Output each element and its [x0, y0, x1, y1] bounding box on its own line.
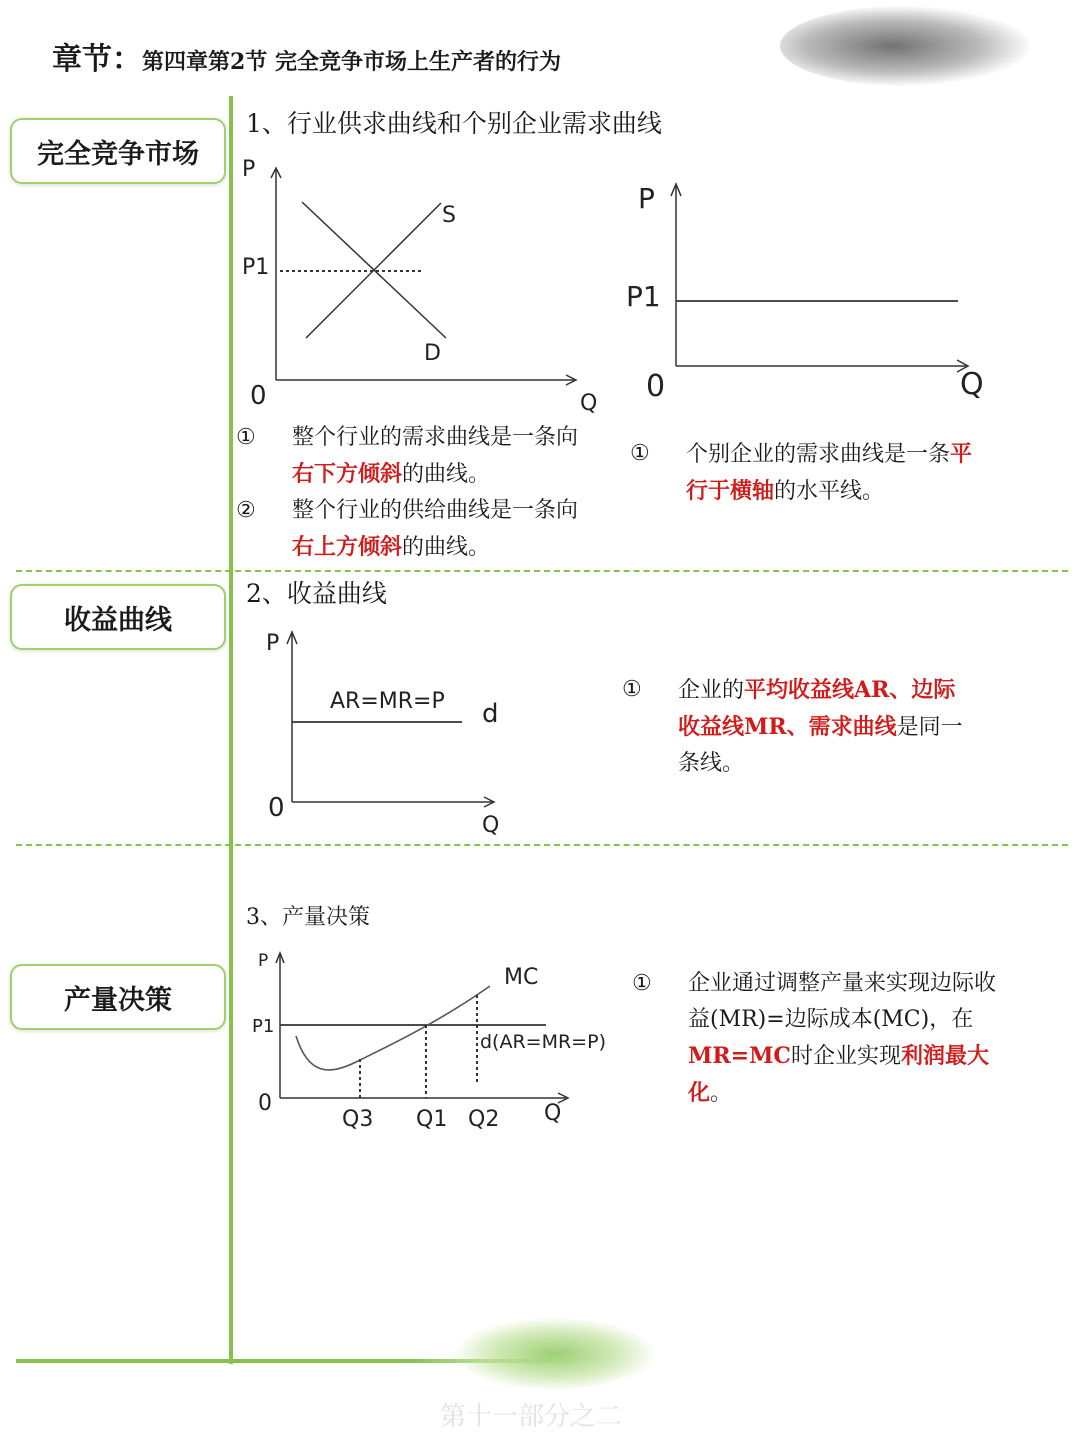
- note-highlight: MR=MC: [688, 1043, 791, 1069]
- note-text: 个别企业的需求曲线是一条: [686, 442, 951, 467]
- chart1-p-label: P: [242, 157, 256, 182]
- chart4-origin-label: 0: [258, 1091, 272, 1116]
- section-divider-1: [16, 570, 1068, 572]
- section3-note: [632, 966, 1002, 1112]
- chart1-q-label: Q: [580, 391, 598, 416]
- output-decision-chart: [246, 944, 626, 1144]
- ar-mr-p-label: AR=MR=P: [330, 689, 445, 714]
- chart3-p-label: P: [266, 631, 280, 656]
- note-number: ②: [236, 498, 256, 523]
- note-text: 时企业实现: [790, 1044, 901, 1069]
- note-profit-maximization: [632, 966, 1002, 1112]
- note-highlight: 右上方倾斜: [292, 534, 403, 560]
- note-highlight: 利润最大化: [688, 1043, 989, 1106]
- supply-demand-chart: [236, 150, 616, 420]
- mc-curve: [296, 986, 490, 1070]
- mc-label: MC: [504, 965, 539, 990]
- demand-label: D: [424, 341, 441, 366]
- chart2-origin-label: 0: [646, 369, 666, 404]
- chapter-header-label: 章节：: [52, 42, 142, 77]
- note-text: 企业的: [678, 678, 745, 703]
- note-highlight: 平均收益线AR、边际收益线MR、需求曲线: [678, 677, 956, 740]
- chart4-p1-label: P1: [252, 1016, 275, 1037]
- chart2-q-label: Q: [960, 367, 984, 402]
- note-revenue: [622, 672, 974, 782]
- chart3-q-label: Q: [482, 813, 500, 836]
- vertical-divider: [229, 96, 233, 1364]
- section-label-perfect-competition: 完全竞争市场: [10, 118, 226, 184]
- chart2-p1-label: P1: [626, 280, 661, 313]
- note-supply-slope: [236, 493, 592, 566]
- ink-brush-decoration: [780, 6, 1030, 86]
- note-number: ①: [622, 677, 642, 702]
- chart3-d-label: d: [482, 699, 499, 729]
- chapter-header: [52, 34, 561, 78]
- section-label-output-decision: 产量决策: [10, 964, 226, 1030]
- note-text: 的曲线。: [402, 462, 491, 487]
- firm-demand-chart: [620, 170, 1000, 410]
- chart1-origin-label: 0: [250, 381, 267, 411]
- note-text: 整个行业的供给曲线是一条向: [292, 498, 579, 523]
- revenue-chart: [256, 620, 546, 836]
- note-number: ①: [630, 441, 650, 466]
- note-highlight: 右下方倾斜: [292, 461, 403, 487]
- footer-watermark: 第十一部分之二: [440, 1402, 623, 1432]
- d-ar-mr-p-label: d(AR=MR=P): [480, 1031, 606, 1053]
- q1-label: Q1: [416, 1107, 448, 1132]
- chapter-header-text: 第四章第2节 完全竞争市场上生产者的行为: [142, 49, 561, 75]
- chart1-p1-label: P1: [242, 255, 270, 280]
- chart2-p-label: P: [638, 182, 655, 215]
- note-text: 整个行业的需求曲线是一条向: [292, 425, 579, 450]
- supply-label: S: [442, 203, 456, 228]
- green-brush-decoration: [455, 1318, 655, 1390]
- note-text: 。: [710, 1081, 733, 1106]
- note-demand-slope: [236, 420, 592, 493]
- q2-label: Q2: [468, 1107, 500, 1132]
- section-title-3: 3、产量决策: [246, 905, 370, 930]
- note-number: ①: [632, 971, 652, 996]
- chart4-q-label: Q: [544, 1101, 562, 1126]
- note-text: 企业通过调整产量来实现边际收益(MR)=边际成本(MC)，在: [688, 971, 997, 1032]
- note-highlight: 平行于横轴: [686, 441, 973, 504]
- chart4-p-label: P: [258, 951, 269, 971]
- section2-note: [622, 672, 974, 782]
- section-title-2: 2、收益曲线: [246, 579, 387, 608]
- section-label-revenue-curve: 收益曲线: [10, 584, 226, 650]
- section-title-1: 1、行业供求曲线和个别企业需求曲线: [246, 109, 662, 138]
- section1-right-note: [630, 436, 990, 510]
- note-firm-demand: [630, 436, 990, 510]
- note-number: ①: [236, 425, 256, 450]
- chart3-origin-label: 0: [268, 793, 285, 823]
- note-text: 是同一条线。: [678, 715, 963, 776]
- section1-left-notes: [236, 420, 592, 566]
- note-text: 的水平线。: [774, 479, 885, 504]
- q3-label: Q3: [342, 1107, 374, 1132]
- section-divider-2: [16, 844, 1068, 846]
- note-text: 的曲线。: [402, 535, 491, 560]
